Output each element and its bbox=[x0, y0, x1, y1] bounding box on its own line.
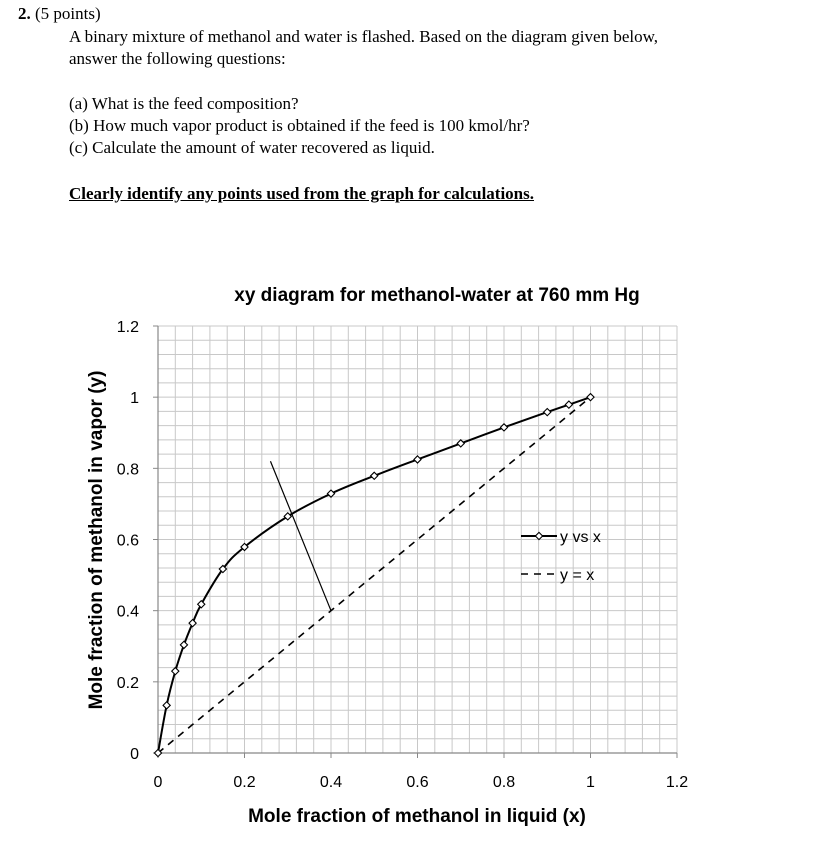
x-tick-label: 0 bbox=[153, 774, 163, 791]
problem-number: 2. bbox=[18, 4, 31, 23]
x-tick-label: 0.8 bbox=[492, 774, 516, 791]
y-tick-label: 0 bbox=[130, 746, 139, 763]
question-c: (c) Calculate the amount of water recovered as liquid. bbox=[69, 138, 435, 157]
x-tick-label: 0.4 bbox=[319, 774, 343, 791]
y-tick-label: 0.4 bbox=[116, 603, 139, 621]
instruction-text: Clearly identify any points used from the graph for calculations. bbox=[69, 184, 534, 203]
legend-label-y-vs-x: y vs x bbox=[560, 529, 601, 546]
problem-statement-line2: answer the following questions: bbox=[69, 49, 286, 68]
y-axis-ticks bbox=[117, 319, 158, 763]
question-a: (a) What is the feed composition? bbox=[69, 94, 299, 113]
x-tick-label: 0.2 bbox=[233, 774, 256, 791]
problem-points: (5 points) bbox=[35, 4, 101, 23]
y-tick-label: 1.2 bbox=[116, 319, 139, 336]
x-axis-ticks bbox=[154, 753, 689, 791]
chart-title: xy diagram for methanol-water at 760 mm Hg bbox=[234, 285, 640, 306]
x-axis-label: Mole fraction of methanol in liquid (x) bbox=[248, 806, 586, 827]
x-tick-label: 1 bbox=[586, 774, 595, 791]
question-b: (b) How much vapor product is obtained if the feed is 100 kmol/hr? bbox=[69, 116, 530, 135]
x-tick-label: 0.6 bbox=[406, 774, 429, 791]
problem-statement-line1: A binary mixture of methanol and water is flashed. Based on the diagram given below, bbox=[69, 27, 659, 46]
y-tick-label: 0.6 bbox=[116, 532, 139, 550]
x-tick-label: 1.2 bbox=[665, 774, 689, 791]
y-tick-label: 1 bbox=[130, 390, 139, 408]
y-tick-label: 0.8 bbox=[116, 461, 139, 479]
legend-label-y-equals-x: y = x bbox=[560, 567, 595, 584]
y-tick-label: 0.2 bbox=[116, 674, 139, 692]
y-axis-label: Mole fraction of methanol in vapor (y) bbox=[86, 370, 107, 710]
